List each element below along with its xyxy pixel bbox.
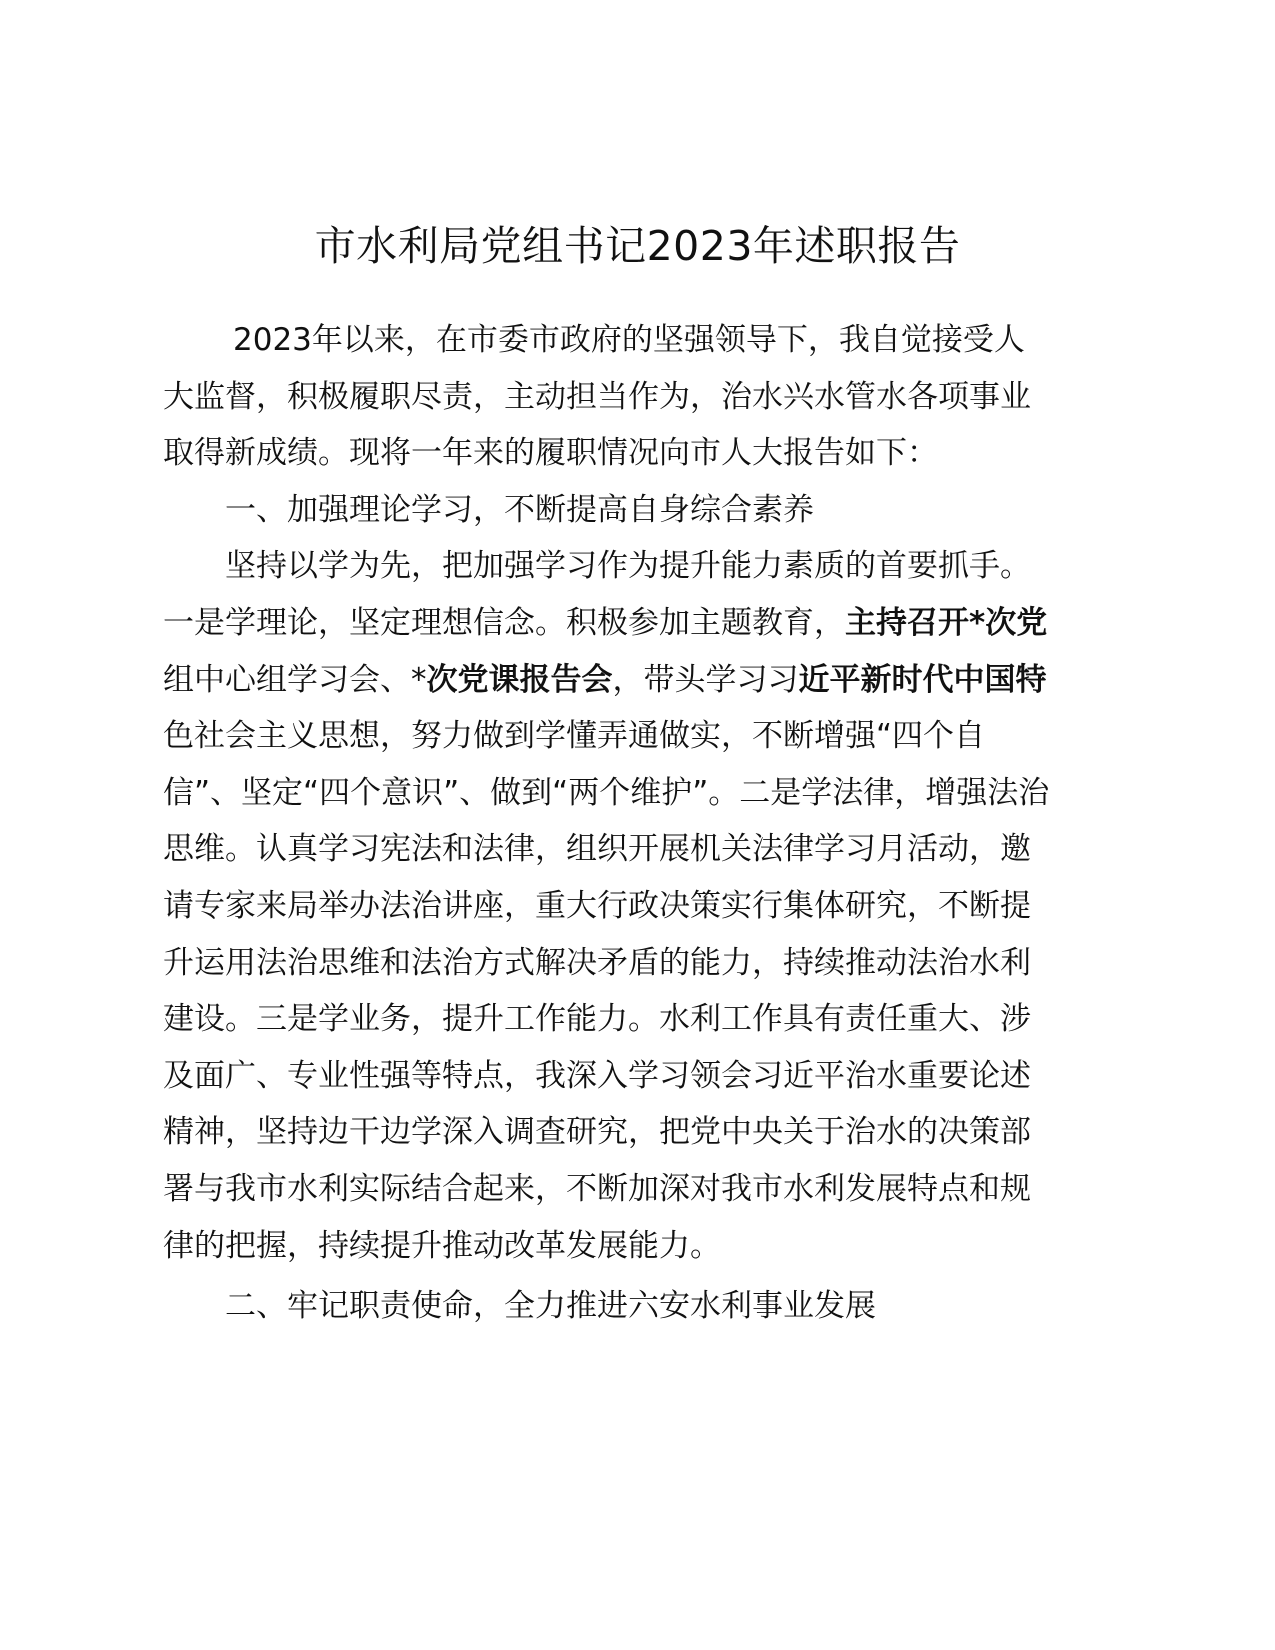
section-1-line-2-bold: 主持召开*次党 (845, 604, 1048, 641)
section-1-line-7: 请专家来局举办法治讲座，重大行政决策实行集体研究，不断提 (163, 887, 1031, 924)
section-1-line-3-text-a: 组中心组学习会、* (163, 661, 427, 698)
section-1-line-10: 及面广、专业性强等特点，我深入学习领会习近平治水重要论述 (163, 1057, 1031, 1094)
document-title: 市水利局党组书记2023年述职报告 (314, 222, 961, 270)
section-1-line-1: 坚持以学为先，把加强学习作为提升能力素质的首要抓手。 (225, 548, 1031, 585)
document-body (163, 312, 1117, 1335)
section-1-line-4: 色社会主义思想，努力做到学懂弄通做实，不断增强“四个自 (163, 718, 986, 755)
section-1-line-9: 建设。三是学业务，提升工作能力。水利工作具有责任重大、涉 (163, 1001, 1031, 1038)
section-1-line-12: 署与我市水利实际结合起来，不断加深对我市水利发展特点和规 (163, 1170, 1031, 1207)
section-1-line-5: 信”、坚定“四个意识”、做到“两个维护”。二是学法律，增强法治 (163, 774, 1050, 811)
section-1-heading: 一、加强理论学习，不断提高自身综合素养 (225, 491, 814, 528)
section-1-line-3 (163, 652, 1117, 709)
section-2-heading: 二、牢记职责使命，全力推进六安水利事业发展 (225, 1288, 876, 1325)
section-1-line-13: 律的把握，持续提升推动改革发展能力。 (163, 1227, 721, 1264)
section-1-line-8: 升运用法治思维和法治方式解决矛盾的能力，持续推动法治水利 (163, 944, 1031, 981)
section-1-line-2-text: 一是学理论，坚定理想信念。积极参加主题教育， (163, 604, 845, 641)
intro-line-3: 取得新成绩。现将一年来的履职情况向市人大报告如下： (163, 435, 938, 472)
section-1-line-2 (163, 595, 1117, 652)
section-1-line-3-text-b: ，带头学习习 (612, 661, 799, 698)
section-1-line-6: 思维。认真学习宪法和法律，组织开展机关法律学习月活动，邀 (163, 831, 1031, 868)
section-1-line-11: 精神，坚持边干边学深入调查研究，把党中央关于治水的决策部 (163, 1114, 1031, 1151)
intro-line-1: 2023年以来，在市委市政府的坚强领导下，我自觉接受人 (233, 322, 1025, 358)
section-1-line-3-bold-a: 次党课报告会 (426, 661, 613, 698)
section-1-line-3-bold-b: 近平新时代中国特 (798, 661, 1047, 698)
intro-line-2: 大监督，积极履职尽责，主动担当作为，治水兴水管水各项事业 (163, 378, 1031, 415)
